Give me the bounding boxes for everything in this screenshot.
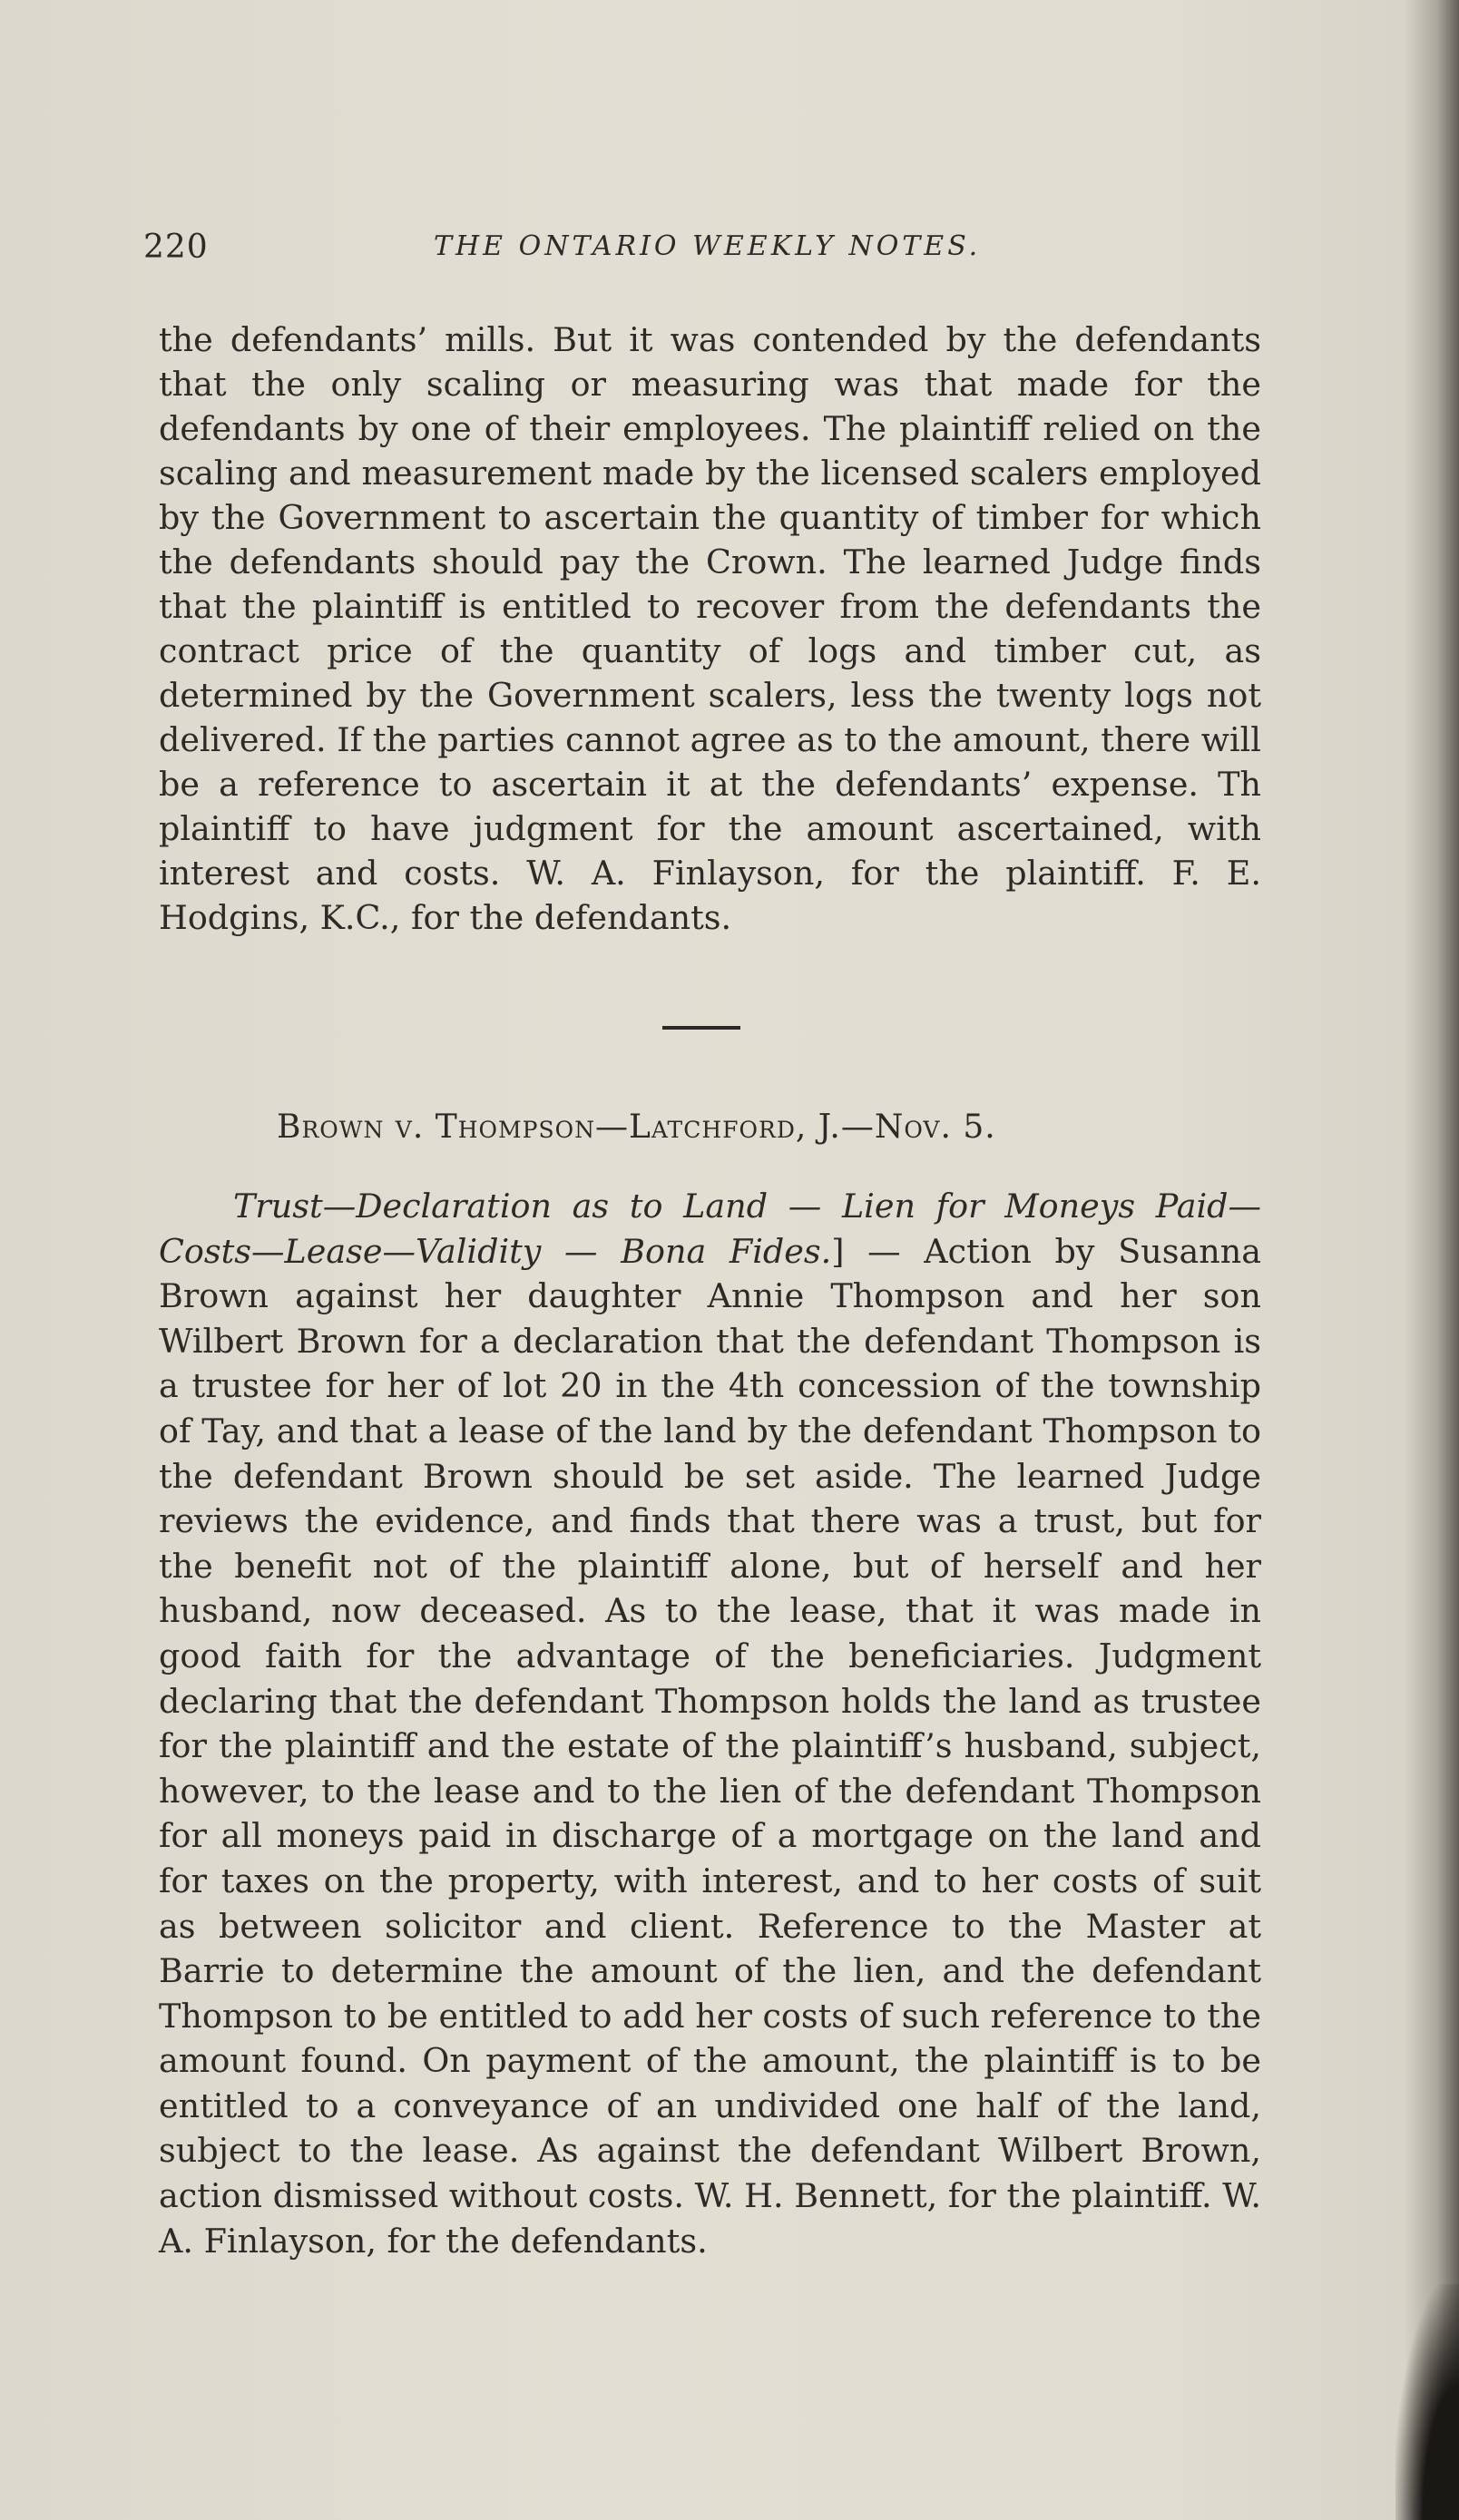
page-edge-shadow (1405, 0, 1459, 2520)
binding-corner-shadow (1395, 2284, 1459, 2520)
case-headnote: Trust—Declaration as to Land — Lien for Moneys Paid—Costs—Lease—Validity — Bona Fides. (159, 1187, 1261, 1271)
page-header (143, 229, 1250, 274)
case-title: Brown v. Thompson—Latchford, J.—Nov. 5. (277, 1109, 996, 1146)
second-case-paragraph (159, 1184, 1261, 2263)
case-body: ] — Action by Susanna Brown against her daughter Annie Thompson and her son Wilbert Brown for a declaration that the defendant Thompson is a trustee for her of lot 20 in the 4th concession of the township of Tay, and that a lease of the land by the defendant Thompson to the defendant Brown should be set aside. The learned Judge reviews the evidence, and finds that there was a trust, but for the benefit not of the plaintiff alone, but of herself and her husband, now deceased. As to the lease, that it was made in good faith for the advantage of the beneficiaries. Judgment declaring that the defendant Thompson holds the land as trustee for the plaintiff and the estate of the plaintiff’s husband, subject, however, to the lease and to the lien of the defendant Thompson for all moneys paid in discharge of a mortgage on the land and for taxes on the property, with interest, and to her costs of suit as between solicitor and client. Reference to the Master at Barrie to determine the amount of the lien, and the defendant Thompson to be entitled to add her costs of such reference to the amount found. On payment of the amount, the plaintiff is to be entitled to a conveyance of an undivided one half of the land, subject to the lease. As against the defendant Wilbert Brown, action dismissed without costs. W. H. Bennett, for the plaintiff. W. A. Finlayson, for the defendants. (159, 1231, 1261, 2261)
running-head: THE ONTARIO WEEKLY NOTES. (434, 230, 982, 262)
page-number: 220 (143, 229, 209, 266)
first-case-paragraph: the defendants’ mills. But it was contended by the defendants that the only scaling or measuring was that made for the defendants by one of their employees. The plaintiff relied on the scaling and measurement made by the licensed scalers employed by the Government to ascertain the quantity of timber for which the defendants should pay the Crown. The learned Judge finds that the plaintiff is entitled to recover from the defendants the contract price of the quantity of logs and timber cut, as determined by the Government scalers, less the twenty logs not delivered. If the parties cannot agree as to the amount, there will be a reference to ascertain it at the defendants’ expense. Th plaintiff to have judgment for the amount ascertained, with interest and costs. W. A. Finlayson, for the plaintiff. F. E. Hodgins, K.C., for the defendants. (159, 320, 1261, 937)
section-separator (662, 1026, 740, 1030)
